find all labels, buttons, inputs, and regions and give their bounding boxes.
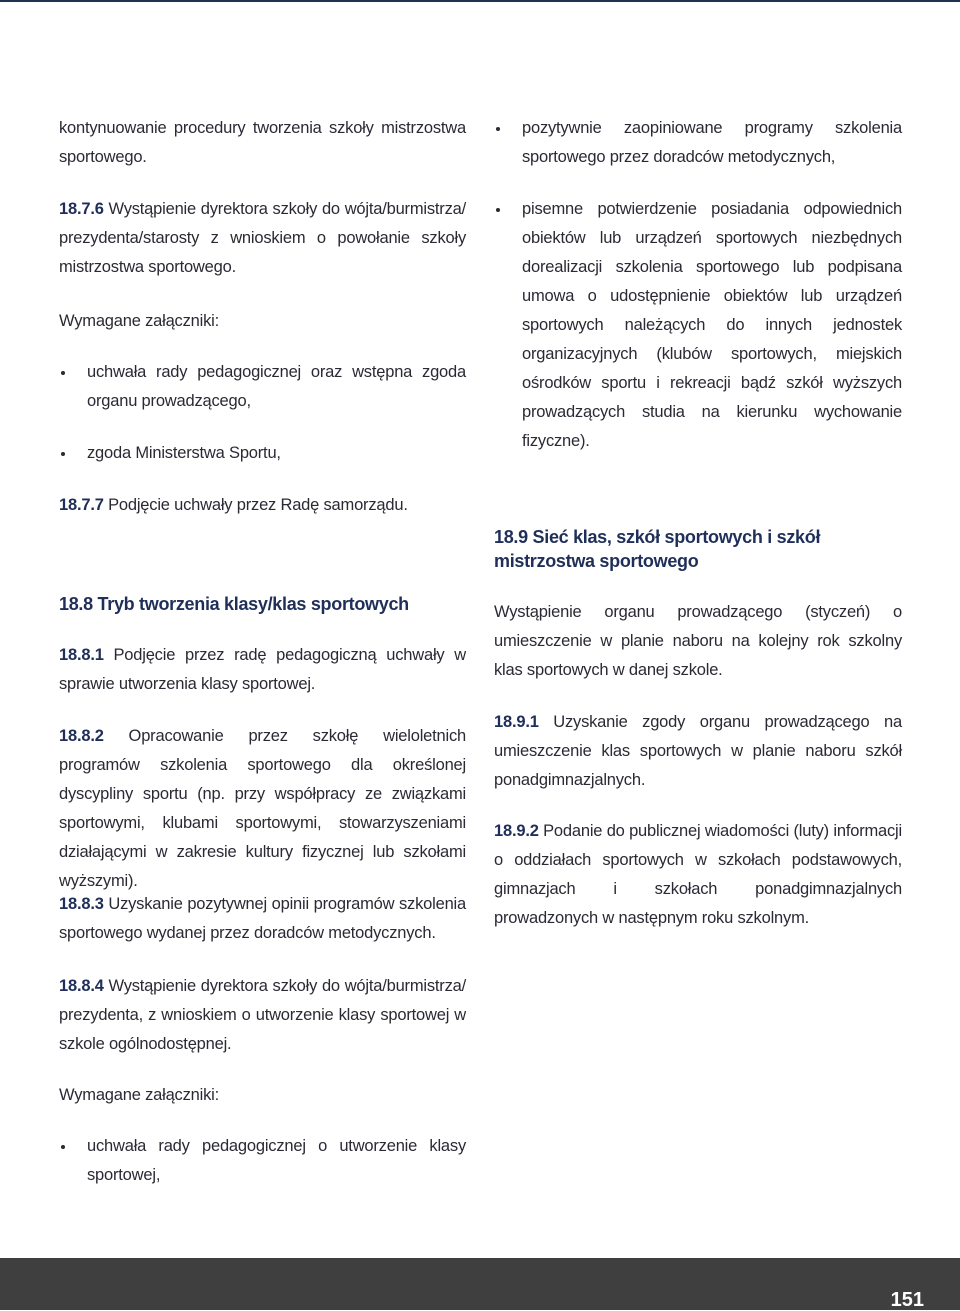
heading-text: 18.8 Tryb tworzenia klasy/klas sportowych: [59, 594, 409, 614]
footer-bar: [0, 1258, 960, 1310]
section-heading-18-8: [59, 592, 466, 616]
bullet-item: [87, 439, 466, 468]
required-attachments-label: [59, 1081, 466, 1110]
paragraph-text: Wymagane załączniki:: [59, 1086, 220, 1104]
section-number: 18.7.6: [59, 200, 104, 218]
page-number: 151: [890, 1289, 924, 1311]
section-heading-18-9: [494, 525, 902, 573]
paragraph-text: Wystąpienie dyrektora szkoły do wójta/burmistrza/ prezydenta/starosty z wnioskiem o powołanie szkoły mistrzostwa sportowego.: [59, 200, 466, 276]
bullet-item: [522, 114, 902, 172]
paragraph-18-9-intro: [494, 598, 902, 685]
paragraph-text: Uzyskanie pozytywnej opinii programów szkolenia sportowego wydanej przez doradców metodycznych.: [59, 895, 466, 942]
paragraph-18-9-2: [494, 817, 902, 933]
bullet-item: [522, 195, 902, 456]
bullet-dot-icon: [61, 452, 65, 456]
paragraph-18-8-3: [59, 890, 466, 948]
paragraph-18-7-6: [59, 195, 466, 282]
paragraph-text: Opracowanie przez szkołę wieloletnich programów szkolenia sportowego dla określonej dyscypliny sportu (np. przy współpracy ze związkami sportowymi, klubami sportowymi, stowarzyszeniami działającymi w zakresie kultury fizycznej lub szkołami wyższymi).: [59, 727, 466, 890]
section-number: 18.7.7: [59, 496, 104, 514]
bullet-text: pozytywnie zaopiniowane programy szkolenia sportowego przez doradców metodycznych,: [522, 119, 902, 166]
paragraph-18-8-4: [59, 972, 466, 1059]
section-number: 18.9.2: [494, 822, 539, 840]
bullet-text: uchwała rady pedagogicznej oraz wstępna zgoda organu prowadzącego,: [87, 363, 466, 410]
paragraph-18-8-2: [59, 722, 466, 896]
section-number: 18.8.2: [59, 727, 104, 745]
paragraph-text: Podjęcie uchwały przez Radę samorządu.: [103, 496, 408, 514]
top-rule: [0, 0, 960, 2]
paragraph-text: Uzyskanie zgody organu prowadzącego na umieszczenie klas sportowych w planie naboru szkół ponadgimnazjalnych.: [494, 713, 902, 789]
paragraph-text: Podanie do publicznej wiadomości (luty) informacji o oddziałach sportowych w szkołach podstawowych, gimnazjach i szkołach ponadgimnazjalnych prowadzonych w następnym roku szkolnym.: [494, 822, 902, 927]
heading-text: 18.9 Sieć klas, szkół sportowych i szkół mistrzostwa sportowego: [494, 527, 821, 571]
paragraph-18-7-7: [59, 491, 466, 520]
paragraph-18-9-1: [494, 708, 902, 795]
section-number: 18.8.3: [59, 895, 104, 913]
bullet-dot-icon: [496, 208, 500, 212]
paragraph-text: Wystąpienie organu prowadzącego (styczeń) o umieszczenie w planie naboru na kolejny rok szkolny klas sportowych w danej szkole.: [494, 603, 902, 679]
paragraph-text: Podjęcie przez radę pedagogiczną uchwały w sprawie utworzenia klasy sportowej.: [59, 646, 466, 693]
bullet-text: pisemne potwierdzenie posiadania odpowiednich obiektów lub urządzeń sportowych niezbędnych dorealizacji szkolenia sportowego lub podpisana umowa o udostępnienie obiektów lub urządzeń sportowych należących do innych jednostek organizacyjnych (klubów sportowych, miejskich ośrodków sportu i rekreacji bądź szkół wyższych prowadzących studia na kierunku wychowanie fizyczne).: [522, 200, 902, 450]
bullet-item: [87, 1132, 466, 1190]
bullet-dot-icon: [61, 1145, 65, 1149]
bullet-dot-icon: [496, 127, 500, 131]
paragraph-text: Wystąpienie dyrektora szkoły do wójta/burmistrza/ prezydenta, z wnioskiem o utworzenie klasy sportowej w szkole ogólnodostępnej.: [59, 977, 466, 1053]
required-attachments-label: [59, 307, 466, 336]
paragraph-continuation: [59, 114, 466, 172]
paragraph-18-8-1: [59, 641, 466, 699]
bullet-text: uchwała rady pedagogicznej o utworzenie klasy sportowej,: [87, 1137, 466, 1184]
section-number: 18.8.4: [59, 977, 104, 995]
bullet-dot-icon: [61, 371, 65, 375]
paragraph-text: Wymagane załączniki:: [59, 312, 220, 330]
section-number: 18.8.1: [59, 646, 104, 664]
bullet-text: zgoda Ministerstwa Sportu,: [87, 444, 281, 462]
section-number: 18.9.1: [494, 713, 539, 731]
paragraph-text: kontynuowanie procedury tworzenia szkoły mistrzostwa sportowego.: [59, 119, 466, 166]
bullet-item: [87, 358, 466, 416]
